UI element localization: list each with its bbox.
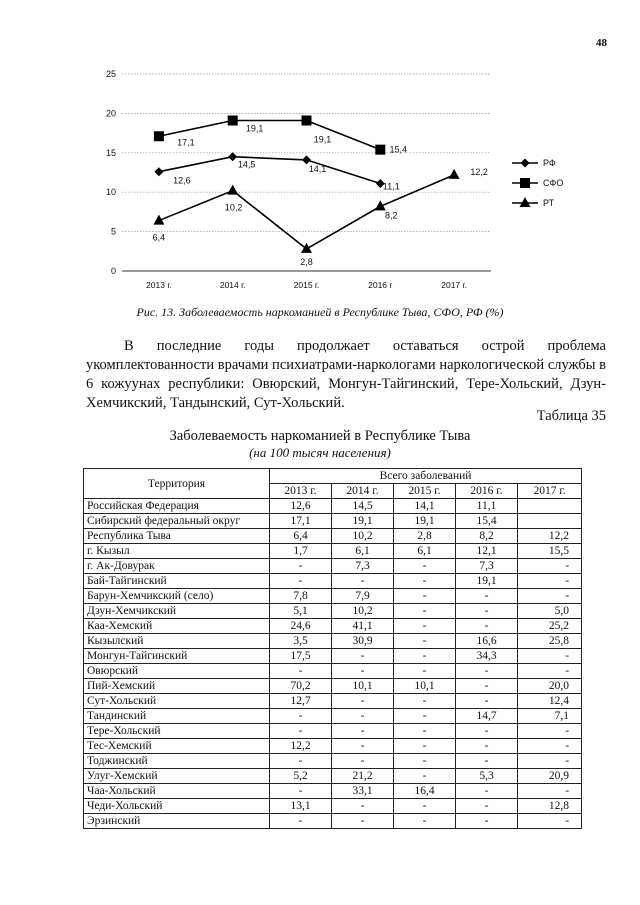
table-cell: - [270,724,332,739]
table-cell: - [332,724,394,739]
table-cell: 6,1 [394,544,456,559]
table-cell: 33,1 [332,784,394,799]
table-cell: - [270,574,332,589]
table-cell: - [332,574,394,589]
table-cell: 30,9 [332,634,394,649]
table-cell: 14,7 [456,709,518,724]
table-row [84,664,582,679]
data-point [228,152,237,161]
table-row [84,724,582,739]
territory-name: Эрзинский [84,814,270,829]
y-tick-label: 10 [105,187,116,198]
x-tick-label: 2014 г. [219,280,246,290]
y-tick-label: 15 [105,147,116,158]
table-cell: - [394,739,456,754]
legend-label: РТ [543,198,555,208]
table-cell: 19,1 [394,514,456,529]
y-tick-label: 25 [105,69,116,79]
table-cell: 15,5 [518,544,582,559]
territory-name: Дзун-Хемчикский [84,604,270,619]
territory-name: Тес-Хемский [84,739,270,754]
line-chart [0,0,640,300]
table-row [84,514,582,529]
table-cell: 24,6 [270,619,332,634]
incidence-table [83,468,582,829]
table-cell: - [394,664,456,679]
table-cell: 12,6 [270,499,332,514]
table-cell: - [518,814,582,829]
territory-name: Монгун-Тайгинский [84,649,270,664]
table-cell: - [394,709,456,724]
territory-name: Тере-Хольский [84,724,270,739]
table-cell: - [332,814,394,829]
territory-name: Овюрский [84,664,270,679]
table-cell: 25,2 [518,619,582,634]
table-cell: 34,3 [456,649,518,664]
data-label: 6,4 [152,232,166,243]
data-label: 10,2 [224,202,243,213]
territory-name: Сут-Хольский [84,694,270,709]
legend-marker [521,159,530,168]
table-cell: 12,8 [518,799,582,814]
table-cell: - [456,814,518,829]
table-cell: 7,8 [270,589,332,604]
table-cell: 21,2 [332,769,394,784]
table-cell: 20,9 [518,769,582,784]
x-tick-label: 2016 г [368,280,393,290]
table-cell: 70,2 [270,679,332,694]
table-cell: 41,1 [332,619,394,634]
page-number: 48 [596,37,607,49]
table-cell: - [332,799,394,814]
territory-name: Кызылский [84,634,270,649]
table-cell: 10,1 [394,679,456,694]
table-row [84,634,582,649]
table-cell: 16,4 [394,784,456,799]
table-cell: - [456,679,518,694]
table-cell: - [394,769,456,784]
table-cell: - [394,589,456,604]
table-row [84,799,582,814]
table-row [84,739,582,754]
header-year: 2016 г. [456,484,518,499]
table-cell: 13,1 [270,799,332,814]
table-cell: 5,1 [270,604,332,619]
table-cell: - [518,739,582,754]
header-year: 2013 г. [270,484,332,499]
table-cell: - [518,754,582,769]
table-cell: - [518,589,582,604]
territory-name: Сибирский федеральный округ [84,514,270,529]
territory-name: Тоджинский [84,754,270,769]
data-label: 2,8 [300,256,313,267]
data-label: 19,1 [313,134,332,145]
table-cell: - [456,724,518,739]
table-cell: 7,3 [332,559,394,574]
header-total-cases: Всего заболеваний [270,469,582,484]
table-cell: 25,8 [518,634,582,649]
table-row [84,694,582,709]
table-cell: 12,2 [270,739,332,754]
table-cell: - [394,634,456,649]
data-label: 11,1 [382,181,400,192]
legend-marker [520,197,531,207]
table-row [84,574,582,589]
table-cell: - [270,664,332,679]
table-cell: - [456,739,518,754]
table-row [84,544,582,559]
territory-name: Пий-Хемский [84,679,270,694]
table-cell: - [456,664,518,679]
table-cell: - [270,754,332,769]
table-cell: 3,5 [270,634,332,649]
legend-label: СФО [543,178,564,188]
table-cell: - [394,649,456,664]
table-cell: - [270,784,332,799]
data-label: 12,6 [173,175,191,186]
territory-name: г. Ак-Довурак [84,559,270,574]
territory-name: Чаа-Хольский [84,784,270,799]
series-line-3 [159,175,454,249]
data-label: 12,2 [470,166,488,177]
table-cell: 5,0 [518,604,582,619]
table-cell: - [518,574,582,589]
table-row [84,604,582,619]
table-cell: - [394,574,456,589]
table-cell: - [456,754,518,769]
table-cell: 12,4 [518,694,582,709]
territory-name: г. Кызыл [84,544,270,559]
table-cell: 7,9 [332,589,394,604]
table-cell: - [456,799,518,814]
table-row [84,499,582,514]
table-cell: 17,5 [270,649,332,664]
table-cell: - [394,559,456,574]
x-tick-label: 2013 г. [146,280,172,290]
header-year: 2014 г. [332,484,394,499]
table-cell: 6,1 [332,544,394,559]
data-point [154,131,164,141]
header-year: 2017 г. [518,484,582,499]
table-row [84,679,582,694]
table-cell: 12,7 [270,694,332,709]
y-tick-label: 20 [105,108,116,119]
table-cell: 5,3 [456,769,518,784]
data-point [302,115,312,125]
table-cell: - [332,739,394,754]
table-cell: 14,1 [394,499,456,514]
table-cell: - [518,649,582,664]
y-tick-label: 5 [110,226,116,237]
table-cell: 5,2 [270,769,332,784]
data-point [228,115,238,125]
table-cell: - [394,619,456,634]
table-cell: - [456,784,518,799]
table-cell: 2,8 [394,529,456,544]
table-row [84,559,582,574]
header-year: 2015 г. [394,484,456,499]
table-row [84,769,582,784]
data-point [301,243,312,253]
table-cell: - [456,694,518,709]
data-label: 14,5 [237,159,256,170]
table-cell: 7,3 [456,559,518,574]
table-cell: - [394,694,456,709]
table-cell: - [518,664,582,679]
table-cell [518,514,582,529]
table-cell: 10,2 [332,604,394,619]
territory-name: Российская Федерация [84,499,270,514]
data-point [154,167,163,176]
table-cell: - [394,724,456,739]
table-cell: - [394,814,456,829]
table-cell: - [456,619,518,634]
table-cell: - [394,754,456,769]
data-label: 14,1 [308,163,327,174]
territory-name: Бай-Тайгинский [84,574,270,589]
figure-caption: Рис. 13. Заболеваемость наркоманией в Республике Тыва, СФО, РФ (%) [136,305,504,319]
table-cell: - [270,559,332,574]
data-label: 15,4 [389,144,408,155]
data-label: 19,1 [245,123,264,134]
table-cell: 17,1 [270,514,332,529]
territory-name: Каа-Хемский [84,619,270,634]
table-cell: 14,5 [332,499,394,514]
data-label: 17,1 [177,137,195,148]
body-paragraph: В последние годы продолжает оставаться острой проблема укомплектованности врачами психиатрами-наркологами наркологической службы в 6 кожуунах республики: Овюрский, Монгун-Тайгинский, Тере-Хольский, Дзун-Хемчикский, Тандынский, Сут-Хольский. [86,338,606,411]
data-point [449,169,460,179]
territory-name: Тандинский [84,709,270,724]
table-row [84,649,582,664]
table-cell: - [332,694,394,709]
data-point [227,185,238,195]
table-cell: 12,2 [518,529,582,544]
table-cell: - [270,814,332,829]
territory-name: Улуг-Хемский [84,769,270,784]
table-row [84,784,582,799]
table-row [84,754,582,769]
table-cell: - [332,664,394,679]
header-territory: Территория [84,469,270,499]
table-cell: - [394,604,456,619]
table-cell: - [270,709,332,724]
table-cell: 15,4 [456,514,518,529]
legend-label: РФ [543,158,556,168]
table-cell: 1,7 [270,544,332,559]
table-label: Таблица 35 [536,408,606,424]
x-tick-label: 2015 г. [293,280,320,290]
territory-name: Республика Тыва [84,529,270,544]
table-row [84,589,582,604]
table-cell: - [332,649,394,664]
table-cell: - [518,784,582,799]
table-cell: 10,1 [332,679,394,694]
x-tick-label: 2017 г. [441,280,467,290]
table-cell: 10,2 [332,529,394,544]
table-cell: 16,6 [456,634,518,649]
territory-name: Чеди-Хольский [84,799,270,814]
table-cell: 20,0 [518,679,582,694]
table-cell: 11,1 [456,499,518,514]
table-row [84,814,582,829]
table-cell [518,499,582,514]
table-subtitle: (на 100 тысяч населения) [249,445,391,460]
y-tick-label: 0 [110,266,116,276]
legend-marker [520,178,530,188]
table-cell: - [518,559,582,574]
table-cell: 19,1 [332,514,394,529]
table-cell: - [394,799,456,814]
table-cell: - [518,724,582,739]
table-row [84,529,582,544]
territory-name: Барун-Хемчикский (село) [84,589,270,604]
table-cell: - [332,754,394,769]
table-cell: 6,4 [270,529,332,544]
table-cell: - [332,709,394,724]
table-cell: - [456,589,518,604]
table-cell: 7,1 [518,709,582,724]
data-label: 8,2 [385,210,398,221]
data-point [375,145,385,155]
table-cell: 8,2 [456,529,518,544]
table-cell: 12,1 [456,544,518,559]
table-cell: - [456,604,518,619]
table-title: Заболеваемость наркоманией в Республике Тыва [169,428,471,444]
table-row [84,619,582,634]
series-line-1 [159,157,380,184]
table-row [84,709,582,724]
table-cell: 19,1 [456,574,518,589]
